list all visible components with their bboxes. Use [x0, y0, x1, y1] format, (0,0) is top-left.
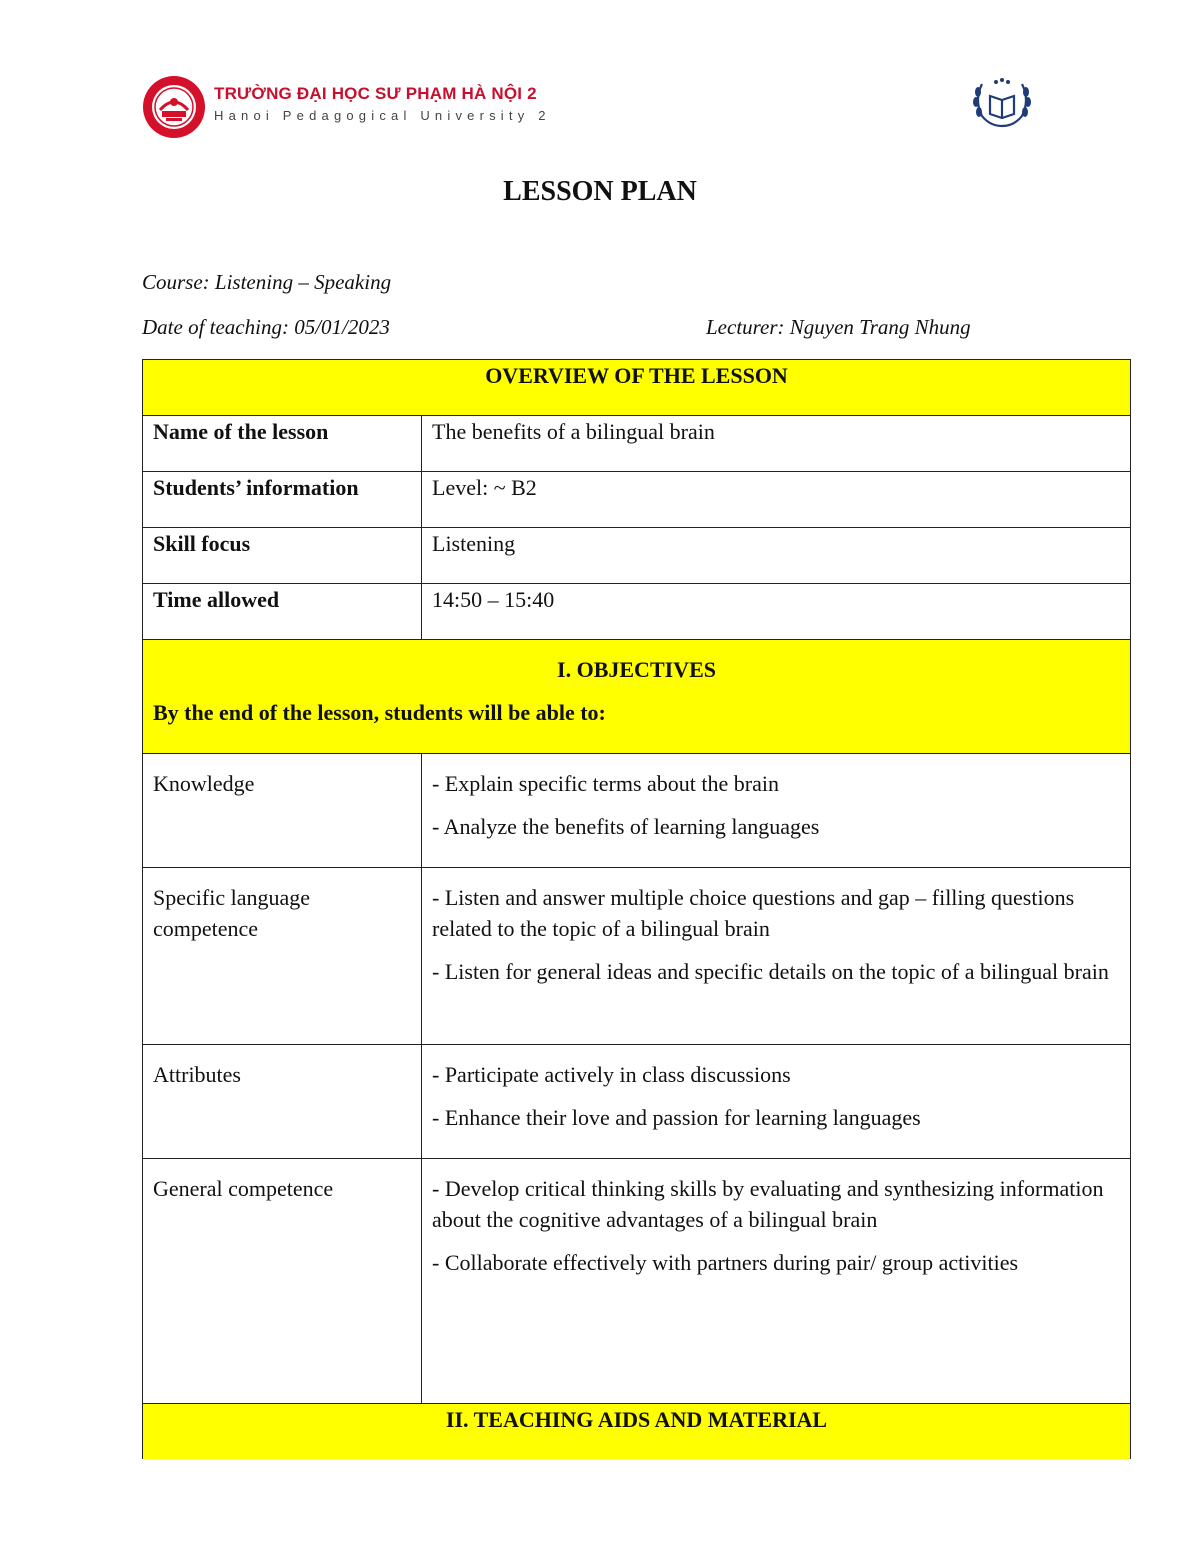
course-line: Course: Listening – Speaking [142, 270, 392, 294]
table-row [143, 754, 1131, 868]
row-label: Time allowed [143, 584, 422, 640]
list-item: - Enhance their love and passion for learning languages [432, 1105, 921, 1130]
overview-heading: OVERVIEW OF THE LESSON [143, 360, 1131, 416]
book-laurel-emblem-icon [968, 72, 1036, 130]
overview-heading-row [143, 360, 1131, 416]
list-item: - Explain specific terms about the brain [432, 771, 779, 796]
list-item: - Listen and answer multiple choice questions and gap – filling questions related to the topic of a bilingual brain [432, 885, 1075, 941]
table-row [143, 1159, 1131, 1404]
row-label: Specific language competence [143, 868, 422, 1045]
row-label: Skill focus [143, 528, 422, 584]
row-label: Knowledge [143, 754, 422, 868]
row-value: Listening [422, 528, 1131, 584]
list-item: - Listen for general ideas and specific details on the topic of a bilingual brain [432, 959, 1109, 984]
table-row [143, 584, 1131, 640]
objectives-subheading: By the end of the lesson, students will be able to: [153, 700, 606, 725]
list-item: - Collaborate effectively with partners during pair/ group activities [432, 1250, 1019, 1275]
row-label: Students’ information [143, 472, 422, 528]
lecturer-line: Lecturer: Nguyen Trang Nhung [706, 315, 971, 339]
row-items [422, 754, 1131, 868]
objectives-heading: I. OBJECTIVES [557, 657, 716, 682]
row-items [422, 1159, 1131, 1404]
date-of-teaching: Date of teaching: 05/01/2023 [142, 315, 390, 339]
document-header [140, 72, 1040, 142]
university-name: TRƯỜNG ĐẠI HỌC SƯ PHẠM HÀ NỘI 2 [214, 84, 537, 103]
document-title: LESSON PLAN [503, 176, 697, 207]
row-label: Attributes [143, 1045, 422, 1159]
row-items [422, 1045, 1131, 1159]
list-item: - Analyze the benefits of learning languages [432, 814, 820, 839]
materials-heading: II. TEACHING AIDS AND MATERIAL [143, 1404, 1131, 1460]
row-value: 14:50 – 15:40 [422, 584, 1131, 640]
table-row [143, 1045, 1131, 1159]
row-items [422, 868, 1131, 1045]
university-seal-icon [140, 74, 208, 140]
table-row [143, 868, 1131, 1045]
objectives-heading-row [143, 640, 1131, 754]
materials-heading-row [143, 1404, 1131, 1460]
row-label: General competence [143, 1159, 422, 1404]
row-value: The benefits of a bilingual brain [422, 416, 1131, 472]
row-value: Level: ~ B2 [422, 472, 1131, 528]
list-item: - Develop critical thinking skills by evaluating and synthesizing information about the cognitive advantages of a bilingual brain [432, 1176, 1104, 1232]
university-subtitle: Hanoi Pedagogical University 2 [214, 108, 551, 123]
table-row [143, 416, 1131, 472]
table-row [143, 528, 1131, 584]
table-row [143, 472, 1131, 528]
list-item: - Participate actively in class discussions [432, 1062, 791, 1087]
lesson-plan-table [142, 359, 1131, 1459]
objectives-heading-cell [143, 640, 1131, 754]
row-label: Name of the lesson [143, 416, 422, 472]
